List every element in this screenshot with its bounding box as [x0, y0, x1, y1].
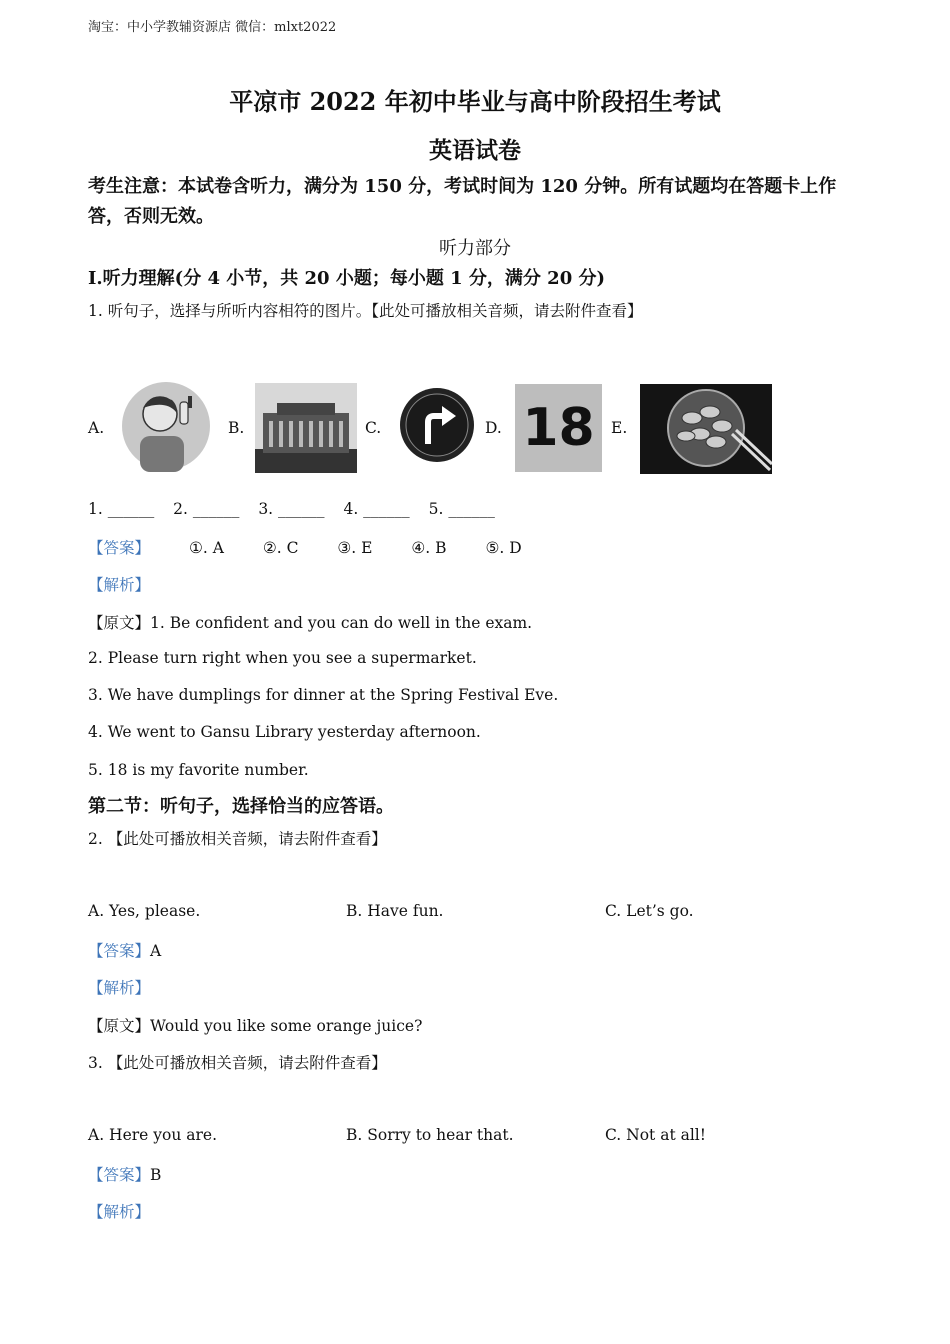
analysis-label: 【解析】 — [88, 1203, 151, 1221]
q2-answer-line — [88, 939, 161, 961]
answer-item: ⑤. D — [485, 539, 522, 557]
part-title: 听力部分 — [439, 238, 511, 259]
number-18-icon — [515, 384, 602, 472]
q3-option-c: C. Not at all! — [605, 1126, 706, 1144]
q1-option-c-label: C. — [365, 419, 382, 437]
dumplings-plate-icon — [640, 384, 772, 478]
q1-script-line-2: 2. Please turn right when you see a supermarket. — [88, 649, 477, 667]
q2-option-a: A. Yes, please. — [88, 902, 201, 920]
analysis-label: 【解析】 — [88, 576, 151, 594]
answer-item: ③. E — [337, 539, 373, 557]
blank-5: 5. ______ — [428, 500, 495, 518]
q2-option-c: C. Let’s go. — [605, 902, 694, 920]
blank-4: 4. ______ — [343, 500, 410, 518]
answer-label: 【答案】 — [88, 942, 151, 960]
q1-script-line-5: 5. 18 is my favorite number. — [88, 761, 309, 779]
q2-option-b: B. Have fun. — [346, 902, 444, 920]
boy-thumbs-up-icon — [112, 378, 212, 476]
answer-label: 【答案】 — [88, 1166, 151, 1184]
q1-option-e-label: E. — [611, 419, 628, 437]
original-label: 【原文】 — [88, 614, 151, 632]
exam-notice: 考生注意：本试卷含听力，满分为 150 分，考试时间为 120 分钟。所有试题均在答题卡上作答，否则无效。 — [88, 176, 837, 227]
q2-original-line — [88, 1014, 422, 1036]
answer-value: A — [150, 942, 162, 960]
section2-title: 第二节：听句子，选择恰当的应答语。 — [88, 796, 394, 817]
q3-answer-line — [88, 1163, 161, 1185]
turn-right-sign-icon — [398, 386, 476, 468]
script-text: 1. Be confident and you can do well in the exam. — [150, 614, 533, 632]
q1-option-a-label: A. — [88, 419, 105, 437]
number-18-text: 18 — [522, 398, 595, 458]
q1-prompt: 1. 听句子，选择与所听内容相符的图片。【此处可播放相关音频，请去附件查看】 — [88, 302, 643, 320]
answer-item: ④. B — [411, 539, 447, 557]
original-text: Would you like some orange juice? — [150, 1017, 423, 1035]
q1-blanks — [88, 500, 495, 518]
original-label: 【原文】 — [88, 1017, 151, 1035]
q1-script-line-3: 3. We have dumplings for dinner at the Spring Festival Eve. — [88, 686, 559, 704]
q1-answer-line — [88, 536, 522, 558]
blank-1: 1. ______ — [88, 500, 155, 518]
blank-3: 3. ______ — [258, 500, 325, 518]
q1-script-line-4: 4. We went to Gansu Library yesterday afternoon. — [88, 723, 481, 741]
section1-title: I.听力理解(分 4 小节，共 20 小题；每小题 1 分，满分 20 分) — [88, 268, 605, 289]
q1-option-d-label: D. — [485, 419, 502, 437]
q3-option-b: B. Sorry to hear that. — [346, 1126, 514, 1144]
answer-value: B — [150, 1166, 162, 1184]
q2-prompt: 2. 【此处可播放相关音频，请去附件查看】 — [88, 830, 387, 848]
exam-title: 平凉市 2022 年初中毕业与高中阶段招生考试 — [229, 87, 721, 116]
q3-prompt: 3. 【此处可播放相关音频，请去附件查看】 — [88, 1054, 387, 1072]
library-building-icon — [255, 383, 357, 477]
exam-subtitle: 英语试卷 — [429, 137, 521, 164]
q3-option-a: A. Here you are. — [88, 1126, 217, 1144]
q1-option-b-label: B. — [228, 419, 245, 437]
analysis-label: 【解析】 — [88, 979, 151, 997]
answer-item: ①. A — [188, 539, 224, 557]
answer-label: 【答案】 — [88, 539, 151, 557]
q1-script-line-1 — [88, 611, 532, 633]
page-header: 淘宝：中小学教辅资源店 微信：mlxt2022 — [88, 20, 337, 35]
answer-item: ②. C — [262, 539, 299, 557]
blank-2: 2. ______ — [173, 500, 240, 518]
